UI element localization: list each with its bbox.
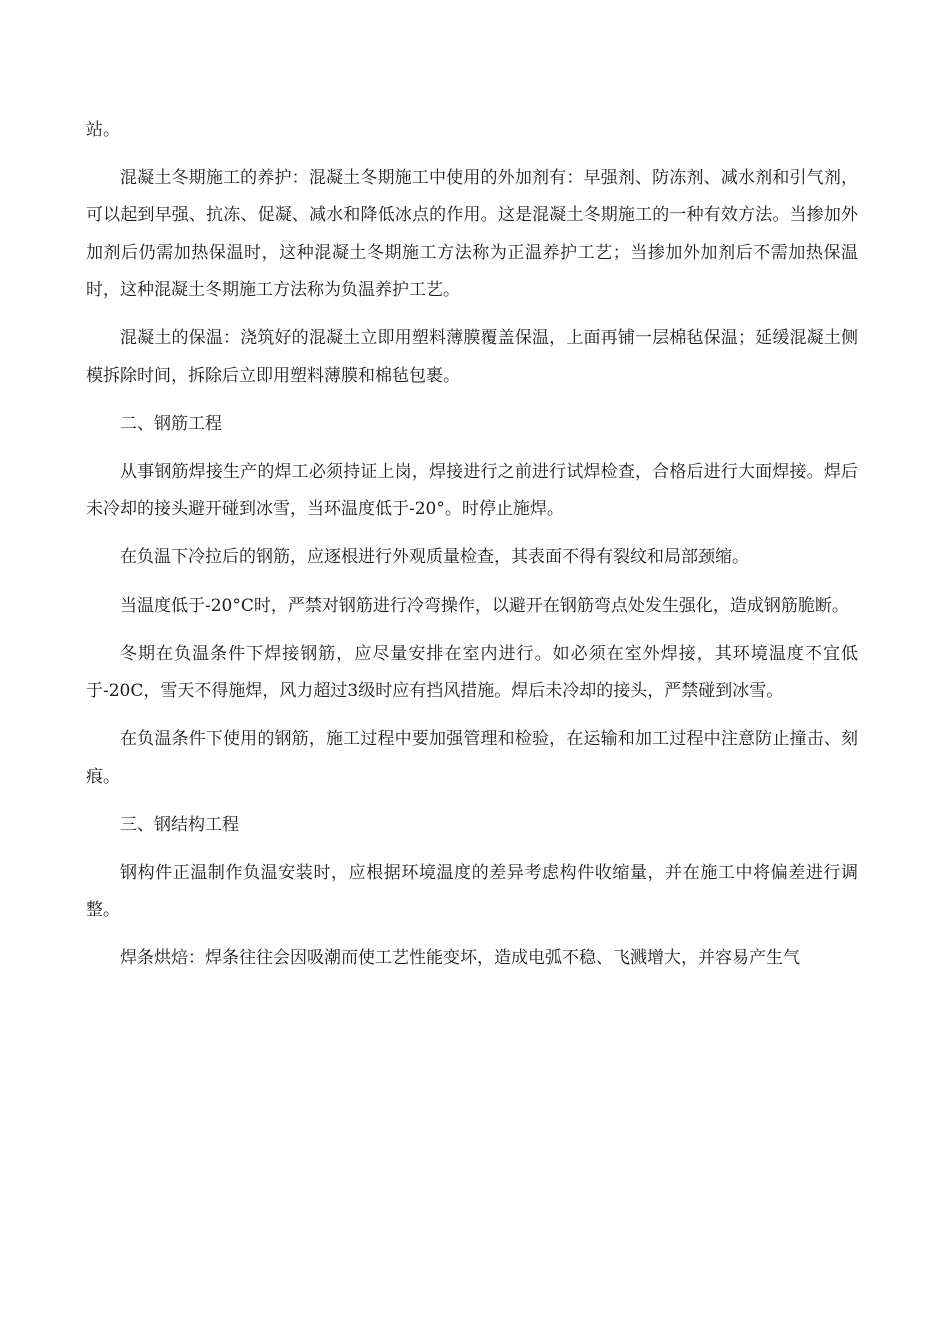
paragraph-concrete-insulation: 混凝土的保温：浇筑好的混凝土立即用塑料薄膜覆盖保温，上面再铺一层棉毡保温；延缓混凝土侧模拆除时间，拆除后立即用塑料薄膜和棉毡包裹。 [86, 328, 858, 386]
paragraph-continuation: 站。 [86, 120, 120, 140]
paragraph-rebar-winter-welding: 冬期在负温条件下焊接钢筋，应尽量安排在室内进行。如必须在室外焊接，其环境温度不宜低于-20C，雪天不得施焊，风力超过3级时应有挡风措施。焊后未冷却的接头，严禁碰到冰雪。 [86, 643, 858, 702]
paragraph-rebar-handling: 在负温条件下使用的钢筋，施工过程中要加强管理和检验，在运输和加工过程中注意防止撞击、刻痕。 [86, 729, 858, 787]
paragraph-rebar-inspection: 在负温下冷拉后的钢筋，应逐根进行外观质量检查，其表面不得有裂纹和局部颈缩。 [120, 547, 749, 568]
section-heading-steel-structure: 三、钢结构工程 [120, 814, 239, 835]
paragraph-electrode-baking: 焊条烘焙：焊条往往会因吸潮而使工艺性能变坏，造成电弧不稳、飞溅增大，并容易产生气 [120, 948, 800, 969]
paragraph-concrete-curing: 混凝土冬期施工的养护：混凝土冬期施工中使用的外加剂有：早强剂、防冻剂、减水剂和引气剂，可以起到早强、抗冻、促凝、减水和降低冰点的作用。这是混凝土冬期施工的一种有效方法。当掺加外加剂后仍需加热保温时，这种混凝土冬期施工方法称为正温养护工艺；当掺加外加剂后不需加热保温时，这种混凝土冬期施工方法称为负温养护工艺。 [86, 168, 858, 301]
section-heading-rebar: 二、钢筋工程 [120, 413, 222, 434]
paragraph-rebar-welding: 从事钢筋焊接生产的焊工必须持证上岗，焊接进行之前进行试焊检查，合格后进行大面焊接。焊后未冷却的接头避开碰到冰雪，当环温度低于-20°。时停止施焊。 [86, 461, 858, 520]
document-body [86, 112, 858, 989]
paragraph-steel-shrinkage: 钢构件正温制作负温安装时，应根据环境温度的差异考虑构件收缩量，并在施工中将偏差进行调整。 [86, 862, 858, 921]
paragraph-rebar-cold-bending: 当温度低于-20°C时，严禁对钢筋进行冷弯操作，以避开在钢筋弯点处发生强化，造成钢筋脆断。 [120, 595, 849, 616]
